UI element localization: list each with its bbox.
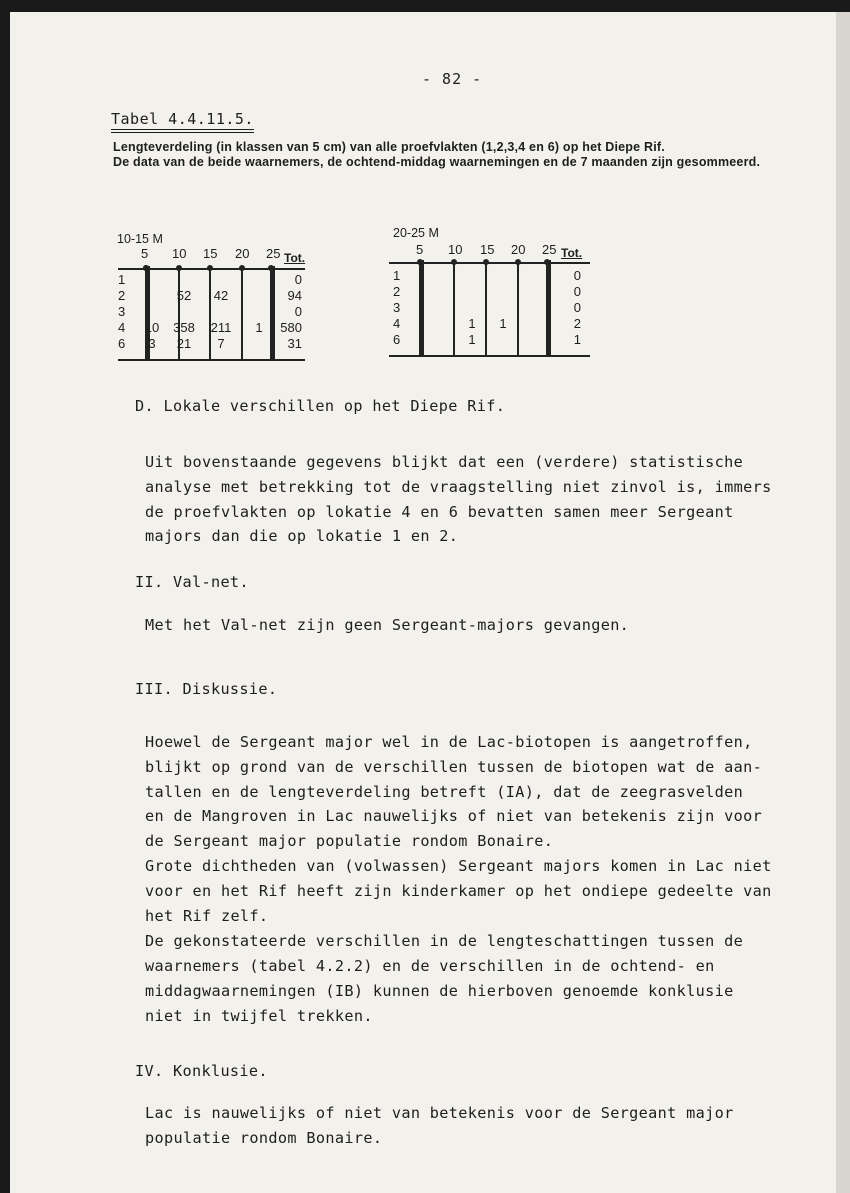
table-cell: 42 xyxy=(213,288,229,303)
col-header: 15 xyxy=(480,242,495,257)
paragraph-line: Grote dichtheden van (volwassen) Sergeant majors komen in Lac niet xyxy=(145,857,772,875)
col-header: 5 xyxy=(141,246,149,261)
column-divider xyxy=(241,268,243,359)
table-cell: 1 xyxy=(468,332,476,347)
column-divider-thick xyxy=(419,260,424,357)
page-edge-shadow xyxy=(836,12,850,1193)
page-number: - 82 - xyxy=(422,70,483,88)
table-cell: 52 xyxy=(176,288,192,303)
row-total: 0 xyxy=(573,284,581,299)
row-total: 580 xyxy=(280,320,302,335)
row-location: 1 xyxy=(118,272,126,287)
divider-node xyxy=(544,259,550,265)
column-divider xyxy=(485,262,487,355)
paragraph-line: Met het Val-net zijn geen Sergeant-majors gevangen. xyxy=(145,616,630,634)
paragraph-line: waarnemers (tabel 4.2.2) en de verschillen in de ochtend- en xyxy=(145,957,715,975)
row-location: 2 xyxy=(118,288,126,303)
paragraph-line: De gekonstateerde verschillen in de lengteschattingen tussen de xyxy=(145,932,744,950)
col-header: 20 xyxy=(235,246,250,261)
column-divider xyxy=(209,268,211,359)
paragraph-line: populatie rondom Bonaire. xyxy=(145,1129,383,1147)
table-cell: 1 xyxy=(468,316,476,331)
document-page xyxy=(10,12,836,1193)
section-heading: IV. Konklusie. xyxy=(135,1062,268,1080)
col-header: 10 xyxy=(448,242,463,257)
table-title: Tabel 4.4.11.5. xyxy=(111,110,254,128)
paragraph-line: niet in twijfel trekken. xyxy=(145,1007,373,1025)
row-location: 4 xyxy=(118,320,126,335)
divider-node xyxy=(515,259,521,265)
table-cell: 358 xyxy=(173,320,195,335)
col-header: 25 xyxy=(542,242,557,257)
table-caption-line-2: De data van de beide waarnemers, de ochtend-middag waarnemingen en de 7 maanden zijn gesommeerd. xyxy=(113,155,761,169)
paragraph-line: Lac is nauwelijks of niet van betekenis voor de Sergeant major xyxy=(145,1104,734,1122)
col-header: 25 xyxy=(266,246,281,261)
paragraph-line: voor en het Rif heeft zijn kinderkamer op het ondiepe gedeelte van xyxy=(145,882,772,900)
total-header: Tot. xyxy=(284,251,306,265)
row-location: 1 xyxy=(393,268,401,283)
column-divider-thick xyxy=(546,260,551,357)
divider-node xyxy=(417,259,423,265)
column-divider xyxy=(453,262,455,355)
table-cell: 7 xyxy=(217,336,225,351)
row-location: 3 xyxy=(118,304,126,319)
table-caption-line-1: Lengteverdeling (in klassen van 5 cm) van alle proefvlakten (1,2,3,4 en 6) op het Diepe Rif. xyxy=(113,140,665,154)
row-location: 4 xyxy=(393,316,401,331)
section-heading: III. Diskussie. xyxy=(135,680,278,698)
table-cell: 211 xyxy=(210,320,232,335)
divider-node xyxy=(239,265,245,271)
table-cell: 10 xyxy=(144,320,160,335)
paragraph-line: analyse met betrekking tot de vraagstelling niet zinvol is, immers xyxy=(145,478,772,496)
paragraph-line: en de Mangroven in Lac nauwelijks of niet van betekenis zijn voor xyxy=(145,807,763,825)
divider-node xyxy=(483,259,489,265)
divider-node xyxy=(268,265,274,271)
col-header: 10 xyxy=(172,246,187,261)
paragraph-line: de proefvlakten op lokatie 4 en 6 bevatten samen meer Sergeant xyxy=(145,503,734,521)
divider-node xyxy=(143,265,149,271)
row-location: 3 xyxy=(393,300,401,315)
table-cell: 1 xyxy=(499,316,507,331)
col-header: 20 xyxy=(511,242,526,257)
row-total: 31 xyxy=(287,336,302,351)
divider-node xyxy=(207,265,213,271)
row-location: 6 xyxy=(118,336,126,351)
column-divider xyxy=(517,262,519,355)
table-cell: 21 xyxy=(176,336,192,351)
table-cell: 3 xyxy=(148,336,156,351)
col-header: 5 xyxy=(416,242,424,257)
col-header: 15 xyxy=(203,246,218,261)
paragraph-line: tallen en de lengteverdeling betreft (IA), dat de zeegrasvelden xyxy=(145,783,744,801)
column-divider-thick xyxy=(270,266,275,361)
table-label: 10-15 M xyxy=(117,232,163,246)
paragraph-line: middagwaarnemingen (IB) kunnen de hierboven genoemde konklusie xyxy=(145,982,734,1000)
paragraph-line: blijkt op grond van de verschillen tussen de biotopen wat de aan- xyxy=(145,758,763,776)
paragraph-line: Hoewel de Sergeant major wel in de Lac-biotopen is aangetroffen, xyxy=(145,733,753,751)
row-location: 2 xyxy=(393,284,401,299)
row-total: 94 xyxy=(287,288,302,303)
row-total: 0 xyxy=(294,304,302,319)
row-total: 2 xyxy=(573,316,581,331)
divider-node xyxy=(176,265,182,271)
divider-node xyxy=(451,259,457,265)
row-location: 6 xyxy=(393,332,401,347)
paragraph-line: de Sergeant major populatie rondom Bonaire. xyxy=(145,832,554,850)
row-total: 0 xyxy=(573,300,581,315)
paragraph-line: majors dan die op lokatie 1 en 2. xyxy=(145,527,459,545)
row-total: 0 xyxy=(294,272,302,287)
section-heading: D. Lokale verschillen op het Diepe Rif. xyxy=(135,397,506,415)
row-total: 0 xyxy=(573,268,581,283)
section-heading: II. Val-net. xyxy=(135,573,249,591)
row-total: 1 xyxy=(573,332,581,347)
paragraph-line: het Rif zelf. xyxy=(145,907,269,925)
table-cell: 1 xyxy=(255,320,263,335)
total-header: Tot. xyxy=(561,246,583,260)
table-label: 20-25 M xyxy=(393,226,439,240)
paragraph-line: Uit bovenstaande gegevens blijkt dat een (verdere) statistische xyxy=(145,453,744,471)
